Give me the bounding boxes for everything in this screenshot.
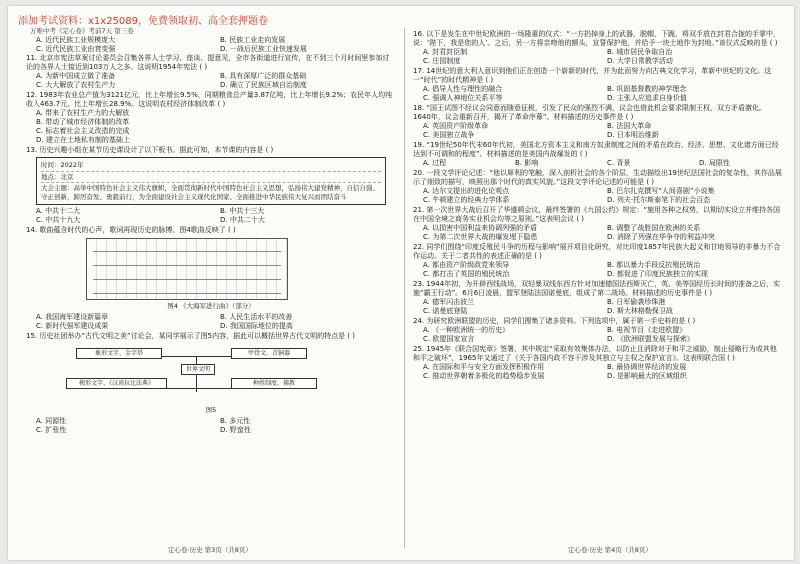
option: C. 都打击了英国的殖民统治: [423, 270, 510, 278]
diagram-box: 种姓制度、佛教: [231, 378, 317, 389]
option: D. 主张人应追求自身价值: [607, 94, 687, 102]
option: D. 建立在土地私有制的基础上: [36, 136, 130, 144]
option: A. 德军闪击波兰: [423, 298, 475, 306]
option: C. 近代民族工业由衰变强: [36, 45, 116, 53]
question-17: [413, 67, 783, 103]
question-text: 13. 历史兴趣小组在某节历史课设计了以下板书。据此可知，本节课的内容是 ( ): [26, 146, 274, 154]
option: D. 是影响最大的区域组织: [607, 372, 687, 380]
page-divider: [404, 28, 405, 548]
option: B. 电视节目《走进欧盟》: [607, 326, 687, 334]
option: C. 为第二次世界大战的爆发埋下隐患: [423, 233, 538, 241]
question-21: [413, 206, 783, 242]
option: A. 为新中国成立做了准备: [36, 72, 116, 80]
option: B. 多元性: [220, 417, 251, 425]
option: A. 带来了农村生产力的大解放: [36, 109, 130, 117]
blackboard-notes: [36, 157, 386, 205]
option: D. 消除了列强在华争夺的利益冲突: [607, 233, 715, 241]
question-16: [413, 30, 783, 66]
question-text: 12. 1983年农业总产值为3121亿元，比上年增长9.5%，同期粮食总产量3.87亿吨，比上年增长9.2%；农民年人均纯收入463.7元，比上年增长28.9%。这说明农村经济体制改革 ( ): [26, 91, 393, 108]
option: B. 日军偷袭珍珠港: [607, 298, 666, 306]
option: D. 大学日常教学活动: [607, 57, 673, 65]
option: B. 民族工业走向发展: [220, 36, 286, 44]
option: A. 达尔文提出的进化论观点: [423, 187, 510, 195]
question-11: [26, 54, 396, 90]
option: B. 巩固基督教的神学理念: [607, 85, 687, 93]
exam-sheet: [8, 6, 794, 560]
question-text: 15. 历史社团举办“古代文明之美”讨论会，某同学展示了图5内容，据此可以概括世界古代文明的特点是 ( ): [26, 332, 355, 340]
question-24: [413, 317, 783, 344]
notes-theme: 大会主题：高举中国特色社会主义伟大旗帜，全面贯彻新时代中国特色社会主义思想，弘扬伟大建党精神，自信自强、守正创新，踔厉奋发、勇毅前行，为全面建设社会主义现代化国家、全面推进中华民族伟大复兴而团结奋斗: [41, 184, 379, 201]
option: B. 都以暴力手段反抗殖民统治: [607, 261, 701, 269]
question-18: [413, 104, 783, 140]
option: A. 都由资产阶级政党来领导: [423, 261, 510, 269]
diagram-box: 甲骨文、青铜器: [231, 348, 307, 359]
option: D. 中共二十大: [220, 216, 265, 224]
option: D. 《欧洲联盟发展与探索》: [607, 335, 694, 343]
option: B. 调整了战胜国在欧洲的关系: [607, 224, 701, 232]
option: A. 以损害中国利益来协调列强的矛盾: [423, 224, 538, 232]
question-text: 14. 歌曲蕴含时代的心声，歌词再现历史的脉搏。图4歌曲反映了 ( ): [26, 226, 236, 234]
notes-time: 时间：2022年: [41, 160, 381, 172]
option: D. 确立了民族区域自治制度: [220, 81, 307, 89]
exam-header: 万唯中考《定心卷》考前7天 第三卷: [30, 27, 134, 35]
option: B. 具有深厚广泛的群众基础: [220, 72, 307, 80]
q10-options: [36, 45, 396, 54]
question-text: 21. 第一次世界大战后召开了华盛顿会议，最终签署的《九国公约》规定：“施用各种之权势，以期切实设立并维持各国在中国全境之商务实业机会均等之原则。”这表明会议 ( ): [413, 206, 780, 223]
option: D. 日本明治维新: [607, 131, 659, 139]
question-20: [413, 169, 783, 205]
option: A. 《一种欧洲统一的历史》: [423, 326, 510, 334]
question-text: 23. 1944年初，为开辟西线战场，双轻暴双线东西方针对加速德国法西斯灭亡，英、美等国经历长时间的准备之后，实施“霸王行动”。6月6日凌晨，盟军登陆法国诺曼底，组成了第二战场。材料描述的历史事件是 ( ): [413, 280, 781, 297]
promo-watermark: 添加考试资料：x1x25089，免费领取初、高全套押题卷: [18, 16, 269, 27]
option: D. 斯大林格勒保卫战: [607, 307, 673, 315]
option: C. 强调人神地位关系平等: [423, 94, 503, 102]
figure-caption: 图4 《大海军进行曲》（部分）: [167, 302, 255, 310]
figure-caption: 图5: [205, 406, 217, 414]
civilization-diagram: [66, 344, 326, 404]
question-12: [26, 91, 396, 145]
option: C. 欧盟国家宣言: [423, 335, 475, 343]
option: B. 人民生活水平的改善: [220, 313, 293, 321]
question-text: 25. 1945年《联合国宪章》签署，其中规定“采取有效集体办法，以防止且消除对于和平之威胁，制止侵略行为或其他和平之破坏”，1965年又通过了《关于各国内政不容干涉及其独立与主权之保护宣言》。这表明联合国 ( ): [413, 345, 777, 362]
option: C. 牛顿建立的经典力学体系: [423, 196, 510, 204]
left-footer: 定心卷·历史 第3页（共8页）: [168, 546, 252, 554]
option: A. 同源性: [36, 417, 67, 425]
option: B. 中共十三大: [220, 207, 265, 215]
option: A. 英国资产阶级革命: [423, 122, 489, 130]
question-25: [413, 345, 783, 381]
option: A. 倡导人性与理性的融合: [423, 85, 503, 93]
diagram-box: 楔形文字、《汉谟拉比法典》: [66, 378, 167, 389]
option: D. 我国国际地位的提高: [220, 322, 293, 330]
notes-place: 地点：北京: [41, 172, 381, 184]
question-text: 20. 一段文学评论记述：“他以犀利的笔触，深入剖析社会的各个阶层，生动描绘出19世纪法国社会的复杂性，其作品展示了细致的描写，映照出那个时代的真实风貌。”这段文学评论记述的可能是 ( ): [413, 169, 782, 186]
question-15: [26, 332, 396, 435]
question-text: 18. “国王试图不经议会同意而随意征税，引发了民众的强烈不满，议会也借此机会要求限制王权，双方矛盾激化。1640年，议会重新召开，揭开了革命序幕”。材料描述的历史事件是 ( ): [413, 104, 766, 121]
option: C. 中共十九大: [36, 216, 81, 224]
option: B. 城市居民争取自治: [607, 48, 673, 56]
option: B. 带动了城市经济体制的改革: [36, 118, 130, 126]
question-14: [26, 226, 396, 331]
left-page: [26, 36, 396, 541]
option: D. 局限性: [699, 159, 730, 167]
option: B. 法国大革命: [607, 122, 652, 130]
option: C. 大大解放了农村生产力: [36, 81, 116, 89]
option: B. 巴尔扎克撰写“人间喜剧”小说集: [607, 187, 715, 195]
question-text: 11. 北京市宪法草案讨论委员会召集各界人士学习、座谈、提意见，全市各街道进行宣传，在不到三个月时间里参加讨论的各界人士接近到103万人之多。这说明1954年宪法 ( ): [26, 54, 390, 71]
question-19: [413, 141, 783, 168]
option: C. 标志着社会主义改造的完成: [36, 127, 130, 135]
option: C. 扩张性: [36, 426, 67, 434]
right-page: [413, 30, 783, 535]
option: C. 推动世界朝着多极化的趋势稳步发展: [423, 372, 545, 380]
option: D. 野蛮性: [220, 426, 251, 434]
q10-options-top: [36, 36, 396, 45]
option: A. 近代民族工业规模庞大: [36, 36, 116, 44]
option: A. 封君封臣制: [423, 48, 468, 56]
option: D. 列夫·托尔斯泰笔下的社会百态: [607, 196, 711, 204]
option: C. 新时代强军建设成果: [36, 322, 109, 330]
option: D. 一战后民族工业快速发展: [220, 45, 307, 53]
option: A. 中共十二大: [36, 207, 81, 215]
option: A. 在国际和平与安全方面发挥积极作用: [423, 363, 545, 371]
question-22: [413, 243, 783, 279]
option: B. 最协调世界经济的发展: [607, 363, 687, 371]
question-text: 24. 为研究欧洲联盟的历史，同学们搜集了诸多资料。下列选项中，属于第一手史料的是 ( ): [413, 317, 696, 325]
question-text: 19. “19世纪50年代末60年代初，美国北方资本主义和南方奴隶制度之间的矛盾在政治、经济、思想、文化诸方面已经达到不可调和的程度”。材料描述的是美国内战爆发的 ( ): [413, 141, 779, 158]
sheet-music-figure: [86, 238, 288, 300]
question-text: 17. 14世纪的意大利人意识到他们正在创造一个崭新的时代，并为此而努力向古典文化学习，革新中世纪的文化。这一“时代”的时代精神是 ( ): [413, 67, 772, 84]
question-text: 22. 同学们围绕“印度反殖民斗争的历程与影响”展开项目化研究，对比印度1857年民族大起义和甘地领导的非暴力不合作运动。关于二者共性的表述正确的是 ( ): [413, 243, 781, 260]
diagram-box: 象形文字、金字塔: [76, 348, 162, 359]
option: C. 背景: [607, 159, 631, 167]
option: C. 诺曼底登陆: [423, 307, 468, 315]
diagram-center: 世界文明: [181, 364, 215, 375]
option: D. 都促进了印度民族独立的实现: [607, 270, 708, 278]
question-13: [26, 146, 396, 225]
option: A. 我国海军建设新篇章: [36, 313, 109, 321]
question-23: [413, 280, 783, 316]
option: C. 庄园制度: [423, 57, 461, 65]
option: C. 美国独立战争: [423, 131, 475, 139]
option: A. 过程: [423, 159, 447, 167]
option: B. 影响: [515, 159, 539, 167]
right-footer: 定心卷·历史 第4页（共8页）: [568, 546, 652, 554]
question-text: 16. 以下是发生在中世纪欧洲的一场隆重的仪式：“一方扔掉身上的武器，脱帽，下跪，将双手放在封君合拢的手掌中，说：‘陛下，我是您的人’。之后，另一方将亲吻他的额头，宣誓保护他，并给予一块土地作为封地。”该仪式反映的是 ( ): [413, 30, 780, 47]
